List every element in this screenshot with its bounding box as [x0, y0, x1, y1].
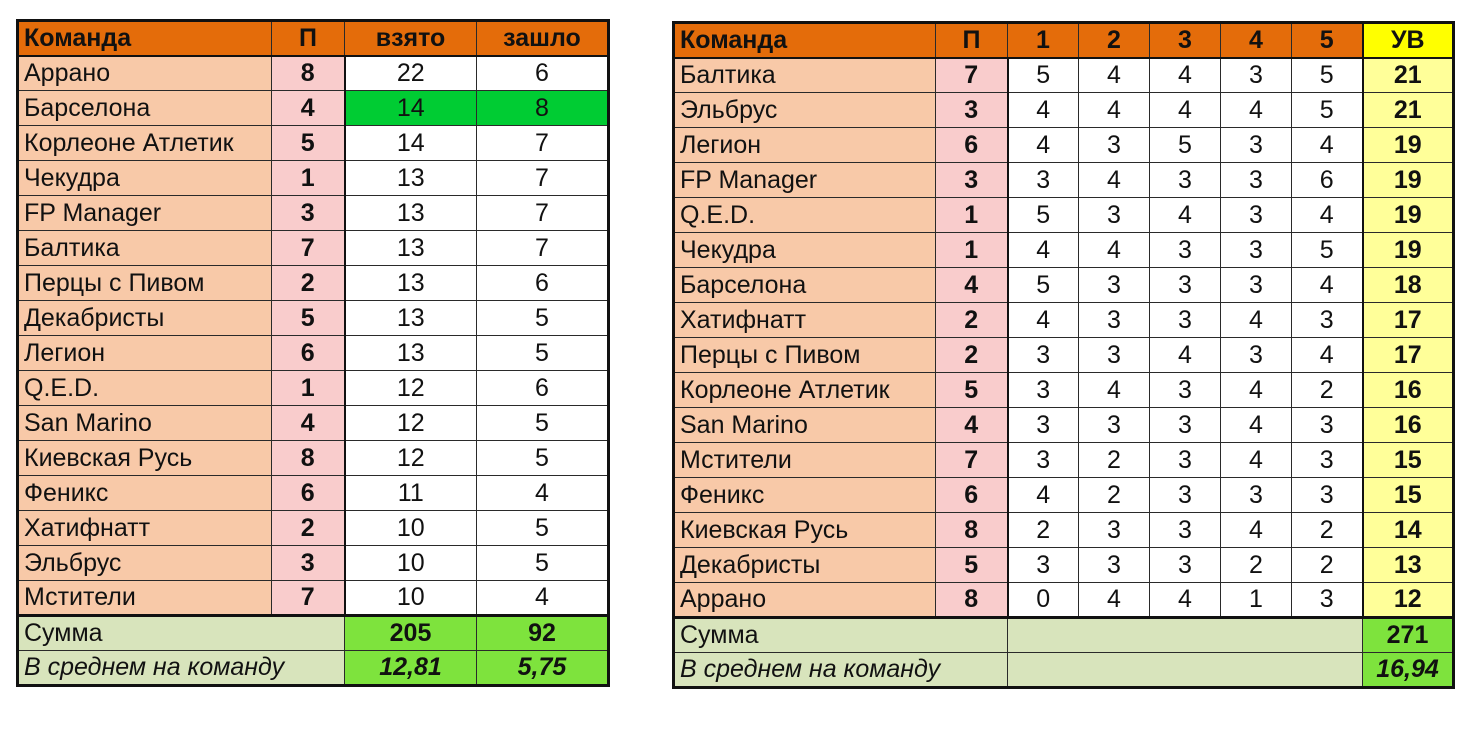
in-value: 5: [477, 406, 609, 441]
round-score: 3: [1150, 268, 1221, 303]
sum-uv: 271: [1363, 618, 1454, 653]
p-value: 8: [936, 513, 1008, 548]
p-value: 7: [936, 58, 1008, 93]
table-row: [674, 233, 1454, 268]
team-name: Чекудра: [18, 161, 272, 196]
table-row: [18, 196, 609, 231]
round-score: 5: [1292, 93, 1363, 128]
table-row: [674, 338, 1454, 373]
round-score: 2: [1079, 478, 1150, 513]
round-score: 0: [1008, 583, 1079, 618]
round-score: 3: [1079, 338, 1150, 373]
in-value: 5: [477, 301, 609, 336]
header-team: Команда: [674, 23, 936, 58]
round-score: 3: [1292, 443, 1363, 478]
round-score: 4: [1079, 583, 1150, 618]
in-value: 5: [477, 511, 609, 546]
round-score: 3: [1008, 338, 1079, 373]
round-score: 4: [1008, 478, 1079, 513]
round-score: 5: [1008, 268, 1079, 303]
round-score: 4: [1150, 338, 1221, 373]
team-name: Легион: [18, 336, 272, 371]
table-row: [18, 476, 609, 511]
round-score: 2: [1008, 513, 1079, 548]
header-round-4: 4: [1221, 23, 1292, 58]
header-round-5: 5: [1292, 23, 1363, 58]
round-score: 2: [1292, 513, 1363, 548]
round-score: 4: [1221, 513, 1292, 548]
p-value: 6: [272, 336, 345, 371]
sum-in: 92: [477, 616, 609, 651]
sum-empty: [1008, 618, 1363, 653]
team-name: Декабристы: [674, 548, 936, 583]
p-value: 4: [272, 406, 345, 441]
table-row: [18, 56, 609, 91]
table-row: [18, 91, 609, 126]
p-value: 3: [272, 546, 345, 581]
round-score: 3: [1150, 548, 1221, 583]
table-row: [18, 231, 609, 266]
team-name: FP Manager: [18, 196, 272, 231]
round-score: 5: [1008, 198, 1079, 233]
round-score: 4: [1150, 93, 1221, 128]
in-value: 7: [477, 161, 609, 196]
uv-value: 16: [1363, 408, 1454, 443]
round-score: 3: [1221, 58, 1292, 93]
header-round-2: 2: [1079, 23, 1150, 58]
round-score: 4: [1221, 303, 1292, 338]
round-score: 3: [1221, 268, 1292, 303]
round-score: 4: [1079, 58, 1150, 93]
round-score: 3: [1221, 338, 1292, 373]
right-results-table: [672, 21, 1455, 689]
team-name: San Marino: [18, 406, 272, 441]
taken-value: 13: [345, 196, 477, 231]
p-value: 1: [936, 198, 1008, 233]
left-sum-row: [18, 616, 609, 651]
in-value: 7: [477, 126, 609, 161]
team-name: Q.E.D.: [674, 198, 936, 233]
uv-value: 15: [1363, 478, 1454, 513]
round-score: 3: [1150, 408, 1221, 443]
uv-value: 19: [1363, 233, 1454, 268]
uv-value: 19: [1363, 163, 1454, 198]
p-value: 3: [936, 163, 1008, 198]
round-score: 4: [1292, 128, 1363, 163]
p-value: 6: [272, 476, 345, 511]
table-row: [18, 126, 609, 161]
team-name: Балтика: [674, 58, 936, 93]
round-score: 3: [1008, 373, 1079, 408]
table-row: [18, 336, 609, 371]
round-score: 4: [1150, 583, 1221, 618]
team-name: Киевская Русь: [674, 513, 936, 548]
team-name: Барселона: [18, 91, 272, 126]
table-row: [674, 478, 1454, 513]
p-value: 5: [936, 373, 1008, 408]
header-p: П: [936, 23, 1008, 58]
in-value: 4: [477, 476, 609, 511]
team-name: Балтика: [18, 231, 272, 266]
uv-value: 13: [1363, 548, 1454, 583]
p-value: 1: [272, 371, 345, 406]
uv-value: 21: [1363, 93, 1454, 128]
uv-value: 19: [1363, 128, 1454, 163]
table-row: [674, 373, 1454, 408]
team-name: San Marino: [674, 408, 936, 443]
round-score: 3: [1150, 163, 1221, 198]
table-row: [674, 58, 1454, 93]
team-name: Перцы с Пивом: [18, 266, 272, 301]
team-name: Чекудра: [674, 233, 936, 268]
p-value: 7: [272, 231, 345, 266]
round-score: 3: [1150, 478, 1221, 513]
team-name: Киевская Русь: [18, 441, 272, 476]
p-value: 1: [272, 161, 345, 196]
table-row: [674, 303, 1454, 338]
round-score: 2: [1292, 548, 1363, 583]
table-row: [18, 441, 609, 476]
round-score: 3: [1079, 198, 1150, 233]
in-value: 6: [477, 56, 609, 91]
p-value: 6: [936, 128, 1008, 163]
round-score: 4: [1079, 93, 1150, 128]
table-row: [18, 301, 609, 336]
round-score: 3: [1221, 233, 1292, 268]
taken-value: 10: [345, 581, 477, 616]
round-score: 3: [1150, 303, 1221, 338]
taken-value: 14: [345, 91, 477, 126]
p-value: 3: [272, 196, 345, 231]
table-row: [18, 511, 609, 546]
team-name: Эльбрус: [674, 93, 936, 128]
in-value: 7: [477, 196, 609, 231]
team-name: Хатифнатт: [18, 511, 272, 546]
round-score: 3: [1079, 128, 1150, 163]
team-name: Аррано: [674, 583, 936, 618]
round-score: 1: [1221, 583, 1292, 618]
table-row: [674, 128, 1454, 163]
round-score: 3: [1008, 548, 1079, 583]
team-name: Феникс: [18, 476, 272, 511]
sum-taken: 205: [345, 616, 477, 651]
taken-value: 12: [345, 441, 477, 476]
team-name: Корлеоне Атлетик: [674, 373, 936, 408]
taken-value: 13: [345, 301, 477, 336]
round-score: 3: [1079, 548, 1150, 583]
table-row: [674, 198, 1454, 233]
round-score: 4: [1221, 408, 1292, 443]
uv-value: 12: [1363, 583, 1454, 618]
header-uv: УВ: [1363, 23, 1454, 58]
header-team: Команда: [18, 21, 272, 56]
round-score: 5: [1008, 58, 1079, 93]
p-value: 6: [936, 478, 1008, 513]
right-header-row: [674, 23, 1454, 58]
taken-value: 13: [345, 336, 477, 371]
avg-taken: 12,81: [345, 651, 477, 686]
round-score: 4: [1079, 233, 1150, 268]
header-taken: взято: [345, 21, 477, 56]
header-round-3: 3: [1150, 23, 1221, 58]
sum-label: Сумма: [18, 616, 345, 651]
round-score: 2: [1221, 548, 1292, 583]
uv-value: 19: [1363, 198, 1454, 233]
round-score: 3: [1292, 303, 1363, 338]
avg-label: В среднем на команду: [18, 651, 345, 686]
in-value: 6: [477, 266, 609, 301]
header-round-1: 1: [1008, 23, 1079, 58]
p-value: 1: [936, 233, 1008, 268]
uv-value: 21: [1363, 58, 1454, 93]
table-row: [674, 163, 1454, 198]
round-score: 5: [1292, 233, 1363, 268]
in-value: 5: [477, 546, 609, 581]
round-score: 4: [1221, 373, 1292, 408]
round-score: 4: [1008, 233, 1079, 268]
in-value: 5: [477, 336, 609, 371]
round-score: 3: [1221, 478, 1292, 513]
uv-value: 14: [1363, 513, 1454, 548]
team-name: Q.E.D.: [18, 371, 272, 406]
round-score: 4: [1292, 338, 1363, 373]
round-score: 4: [1221, 93, 1292, 128]
left-results-table: [16, 19, 610, 687]
taken-value: 22: [345, 56, 477, 91]
avg-empty: [1008, 653, 1363, 688]
round-score: 2: [1292, 373, 1363, 408]
uv-value: 16: [1363, 373, 1454, 408]
uv-value: 18: [1363, 268, 1454, 303]
table-row: [674, 443, 1454, 478]
round-score: 3: [1079, 408, 1150, 443]
p-value: 7: [936, 443, 1008, 478]
in-value: 5: [477, 441, 609, 476]
round-score: 2: [1079, 443, 1150, 478]
round-score: 3: [1150, 443, 1221, 478]
right-avg-row: [674, 653, 1454, 688]
in-value: 4: [477, 581, 609, 616]
round-score: 4: [1150, 58, 1221, 93]
round-score: 5: [1150, 128, 1221, 163]
round-score: 4: [1150, 198, 1221, 233]
round-score: 4: [1292, 198, 1363, 233]
round-score: 3: [1150, 513, 1221, 548]
team-name: Хатифнатт: [674, 303, 936, 338]
header-in: зашло: [477, 21, 609, 56]
p-value: 8: [272, 441, 345, 476]
avg-label: В среднем на команду: [674, 653, 1008, 688]
round-score: 3: [1221, 163, 1292, 198]
table-row: [18, 546, 609, 581]
round-score: 3: [1221, 198, 1292, 233]
left-header-row: [18, 21, 609, 56]
round-score: 3: [1079, 303, 1150, 338]
team-name: Легион: [674, 128, 936, 163]
team-name: Корлеоне Атлетик: [18, 126, 272, 161]
table-row: [18, 371, 609, 406]
round-score: 5: [1292, 58, 1363, 93]
round-score: 3: [1292, 478, 1363, 513]
taken-value: 12: [345, 406, 477, 441]
header-p: П: [272, 21, 345, 56]
p-value: 8: [272, 56, 345, 91]
p-value: 2: [936, 338, 1008, 373]
round-score: 4: [1221, 443, 1292, 478]
round-score: 3: [1221, 128, 1292, 163]
table-row: [674, 513, 1454, 548]
taken-value: 13: [345, 231, 477, 266]
taken-value: 10: [345, 546, 477, 581]
p-value: 4: [936, 268, 1008, 303]
round-score: 3: [1008, 163, 1079, 198]
uv-value: 17: [1363, 338, 1454, 373]
team-name: Мстители: [674, 443, 936, 478]
round-score: 3: [1008, 408, 1079, 443]
table-row: [18, 406, 609, 441]
p-value: 2: [936, 303, 1008, 338]
table-row: [18, 266, 609, 301]
table-row: [18, 161, 609, 196]
p-value: 2: [272, 266, 345, 301]
taken-value: 14: [345, 126, 477, 161]
team-name: Декабристы: [18, 301, 272, 336]
taken-value: 10: [345, 511, 477, 546]
in-value: 6: [477, 371, 609, 406]
team-name: FP Manager: [674, 163, 936, 198]
in-value: 8: [477, 91, 609, 126]
round-score: 4: [1079, 163, 1150, 198]
p-value: 5: [272, 301, 345, 336]
in-value: 7: [477, 231, 609, 266]
taken-value: 13: [345, 266, 477, 301]
round-score: 6: [1292, 163, 1363, 198]
round-score: 3: [1079, 268, 1150, 303]
round-score: 3: [1150, 233, 1221, 268]
table-row: [674, 583, 1454, 618]
team-name: Эльбрус: [18, 546, 272, 581]
table-row: [674, 93, 1454, 128]
team-name: Феникс: [674, 478, 936, 513]
round-score: 3: [1150, 373, 1221, 408]
team-name: Аррано: [18, 56, 272, 91]
taken-value: 13: [345, 161, 477, 196]
p-value: 4: [272, 91, 345, 126]
uv-value: 15: [1363, 443, 1454, 478]
round-score: 3: [1008, 443, 1079, 478]
round-score: 4: [1292, 268, 1363, 303]
right-sum-row: [674, 618, 1454, 653]
round-score: 3: [1079, 513, 1150, 548]
table-row: [674, 408, 1454, 443]
round-score: 4: [1008, 303, 1079, 338]
p-value: 7: [272, 581, 345, 616]
sum-label: Сумма: [674, 618, 1008, 653]
table-row: [674, 548, 1454, 583]
team-name: Барселона: [674, 268, 936, 303]
avg-uv: 16,94: [1363, 653, 1454, 688]
p-value: 5: [272, 126, 345, 161]
team-name: Перцы с Пивом: [674, 338, 936, 373]
table-row: [18, 581, 609, 616]
avg-in: 5,75: [477, 651, 609, 686]
round-score: 4: [1008, 93, 1079, 128]
left-avg-row: [18, 651, 609, 686]
round-score: 4: [1008, 128, 1079, 163]
p-value: 8: [936, 583, 1008, 618]
round-score: 3: [1292, 408, 1363, 443]
uv-value: 17: [1363, 303, 1454, 338]
p-value: 3: [936, 93, 1008, 128]
taken-value: 11: [345, 476, 477, 511]
team-name: Мстители: [18, 581, 272, 616]
p-value: 2: [272, 511, 345, 546]
table-row: [674, 268, 1454, 303]
round-score: 3: [1292, 583, 1363, 618]
taken-value: 12: [345, 371, 477, 406]
p-value: 5: [936, 548, 1008, 583]
p-value: 4: [936, 408, 1008, 443]
round-score: 4: [1079, 373, 1150, 408]
